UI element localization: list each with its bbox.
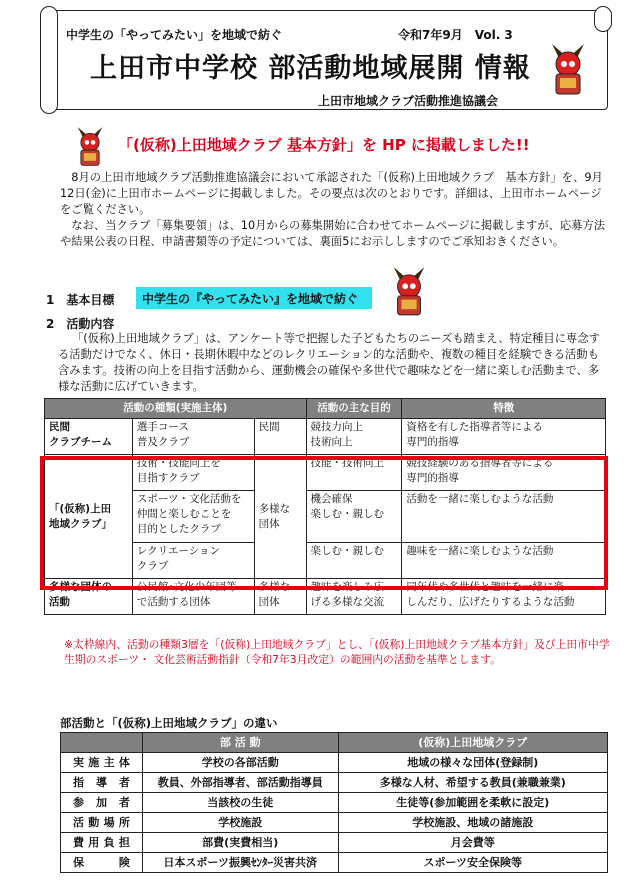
section-2-body: 「(仮称)上田地域クラブ」は、アンケート等で把握した子どもたちのニーズも踏まえ、特定種目に専念する活動だけでなく、休日・長期休暇中などのレクリエーション的な活動や、複数の種目を経験できる活動も含みます。技術の向上を目指す活動から、運動機会の確保や多世代で趣味などを一緒に楽しむ活動まで、多様な活動に広げていきます。 xyxy=(58,332,600,393)
table-note: ※太枠線内、活動の種類3層を「(仮称)上田地域クラブ」とし、「(仮称)上田地域クラブ基本方針」及び上田市中学生期のスポーツ・ 文化芸術活動指針（令和7年3月改定）の範囲内の活動を基準とします。 xyxy=(64,638,610,666)
intro-paragraph-2: なお、当クラブ「募集要領」は、10月からの募集開始に合わせてホームページに掲載しますが、応募方法や結果公表の日程、申請書類等の予定については、裏面5にお示ししますのでご承知おきください。 xyxy=(60,219,606,248)
basic-goal: 中学生の『やってみたい』を地域で紡ぐ xyxy=(136,287,372,309)
table-cell: 地域の様々な団体(登録制) xyxy=(338,753,607,773)
table-cell: 趣味を楽しみ広 げる多様な交流 xyxy=(306,579,402,615)
table-header: (仮称)上田地域クラブ xyxy=(338,733,607,753)
section-1-label: 1 基本目標 xyxy=(46,293,115,307)
table-row xyxy=(61,833,608,853)
comparison-table xyxy=(60,732,608,873)
table-cell: 競技経験のある指導者等による 専門的指導 xyxy=(402,455,606,491)
table-cell: 指導者 xyxy=(61,773,143,793)
table-cell: 月会費等 xyxy=(338,833,607,853)
table-cell: 多様な人材、希望する教員(兼職兼業) xyxy=(338,773,607,793)
table-header: 部 活 動 xyxy=(142,733,338,753)
table-cell: 日本スポーツ振興ｾﾝﾀｰ災害共済 xyxy=(142,853,338,873)
table-cell: 部費(実費相当) xyxy=(142,833,338,853)
table-row xyxy=(61,753,608,773)
table-cell: 学校施設 xyxy=(142,813,338,833)
table-cell: スポーツ・文化活動を 仲間と楽しむことを 目的としたクラブ xyxy=(132,491,254,543)
scroll-curl-right xyxy=(594,6,612,32)
table-header: 活動の主な目的 xyxy=(306,399,402,419)
table-cell: 生徒等(参加範囲を柔軟に設定) xyxy=(338,793,607,813)
samurai-mascot-icon xyxy=(72,124,108,170)
samurai-mascot-icon xyxy=(388,262,430,322)
table-cell: 活動場所 xyxy=(61,813,143,833)
table-cell: スポーツ安全保険等 xyxy=(338,853,607,873)
table-header: 特徴 xyxy=(402,399,606,419)
table-cell: 保険 xyxy=(61,853,143,873)
table-row xyxy=(61,853,608,873)
table-cell: 機会確保 楽しむ・親しむ xyxy=(306,491,402,543)
table-row xyxy=(61,813,608,833)
table-cell: 技能・技術向上 xyxy=(306,455,402,491)
table-row xyxy=(61,773,608,793)
table-cell: 当該校の生徒 xyxy=(142,793,338,813)
table-cell: 多様な 団体 xyxy=(254,455,306,579)
samurai-mascot-icon xyxy=(546,40,590,100)
table-header xyxy=(61,733,143,753)
table-cell: 学校施設、地域の諸施設 xyxy=(338,813,607,833)
table-row xyxy=(61,793,608,813)
table-cell: 活動を一緒に楽しむような活動 xyxy=(402,491,606,543)
table-cell: 同年代や多世代と趣味を一緒に楽 しんだり、広げたりするような活動 xyxy=(402,579,606,615)
table-cell: 楽しむ・親しむ xyxy=(306,543,402,579)
table-cell: 選手コース 普及クラブ xyxy=(132,419,254,455)
table-cell: 多様な 団体 xyxy=(254,579,306,615)
highlight-frame xyxy=(40,456,608,590)
header-date-volume: 令和7年9月 Vol. 3 xyxy=(398,28,513,42)
table-cell: 資格を有した指導者等による 専門的指導 xyxy=(402,419,606,455)
table-caption: 部活動と「(仮称)上田地域クラブ」の違い xyxy=(60,716,278,730)
table-cell: 民間 xyxy=(254,419,306,455)
table-cell: レクリエーション クラブ xyxy=(132,543,254,579)
section-2-label: 2 活動内容 xyxy=(46,317,115,331)
scroll-curl-left xyxy=(40,6,58,114)
table-cell: 実施主体 xyxy=(61,753,143,773)
header-organization: 上田市地域クラブ活動推進協議会 xyxy=(318,94,499,108)
table-cell: 多様な団体の 活動 xyxy=(45,579,133,615)
table-cell: 「(仮称)上田 地域クラブ」 xyxy=(45,455,133,579)
table-cell: 競技力向上 技術向上 xyxy=(306,419,402,455)
table-cell: 費用負担 xyxy=(61,833,143,853)
headline: 「(仮称)上田地域クラブ 基本方針」を HP に掲載しました!! xyxy=(118,136,530,154)
page-title: 上田市中学校 部活動地域展開 情報 xyxy=(90,53,531,84)
table-cell: 民間 クラブチーム xyxy=(45,419,133,455)
table-cell: 技術・技能向上を 目指すクラブ xyxy=(132,455,254,491)
header-tagline: 中学生の「やってみたい」を地域で紡ぐ xyxy=(66,28,283,42)
table-header: 活動の種類(実施主体) xyxy=(45,399,307,419)
table-cell: 参加者 xyxy=(61,793,143,813)
table-cell: 公民館･文化少年団等 で活動する団体 xyxy=(132,579,254,615)
intro-paragraph-1: 8月の上田市地域クラブ活動推進協議会において承認された「(仮称)上田地域クラブ 基本方針」を、9月12日(金)に上田市ホームページに掲載しました。その要点は次のとおりです。詳細は、上田市ホームページをご覧ください。 xyxy=(60,171,603,216)
table-cell: 教員、外部指導者、部活動指導員 xyxy=(142,773,338,793)
table-cell: 趣味を一緒に楽しむような活動 xyxy=(402,543,606,579)
table-cell: 学校の各部活動 xyxy=(142,753,338,773)
